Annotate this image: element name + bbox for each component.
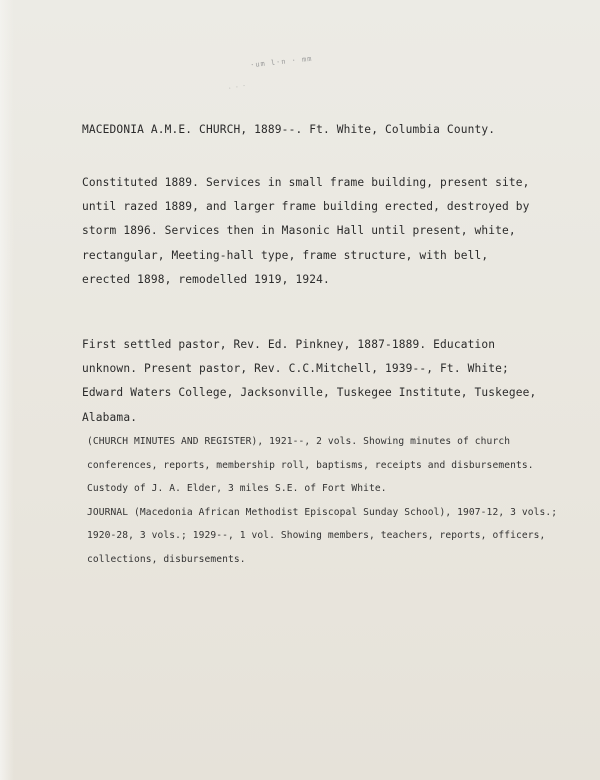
paragraph-line: erected 1898, remodelled 1919, 1924.	[82, 272, 330, 286]
stray-mark: ·um l·n · mm	[249, 54, 313, 70]
paragraph-line: rectangular, Meeting-hall type, frame structure, with bell,	[82, 248, 489, 262]
paragraph-line: First settled pastor, Rev. Ed. Pinkney, 1887-1889. Education	[82, 338, 496, 351]
record-line: 1920-28, 3 vols.; 1929--, 1 vol. Showing members, teachers, reports, officers,	[87, 530, 546, 541]
paragraph-line: Constituted 1889. Services in small frame building, present site,	[82, 176, 530, 189]
paragraph-line: Alabama.	[82, 410, 138, 424]
paper-edge	[0, 0, 14, 780]
record-line: collections, disbursements.	[87, 553, 246, 565]
history-paragraph	[82, 171, 582, 292]
stray-mark-small: · · ·	[227, 82, 247, 93]
paragraph-line: until razed 1889, and larger frame building erected, destroyed by	[82, 200, 530, 214]
record-line: Custody of J. A. Elder, 3 miles S.E. of Fort White.	[87, 483, 387, 494]
pastor-paragraph	[82, 333, 582, 430]
paragraph-line: unknown. Present pastor, Rev. C.C.Mitchell, 1939--, Ft. White;	[82, 362, 509, 376]
paragraph-line: Edward Waters College, Jacksonville, Tuskegee Institute, Tuskegee,	[82, 386, 537, 400]
paragraph-line: storm 1896. Services then in Masonic Hall until present, white,	[82, 224, 516, 238]
records-section	[87, 430, 582, 571]
record-line: conferences, reports, membership roll, baptisms, receipts and disbursements.	[87, 459, 534, 471]
record-line: JOURNAL (Macedonia African Methodist Episcopal Sunday School), 1907-12, 3 vols.;	[87, 506, 558, 518]
document-heading: MACEDONIA A.M.E. CHURCH, 1889--. Ft. White, Columbia County.	[82, 123, 496, 136]
record-line: (CHURCH MINUTES AND REGISTER), 1921--, 2 vols. Showing minutes of church	[87, 436, 511, 447]
